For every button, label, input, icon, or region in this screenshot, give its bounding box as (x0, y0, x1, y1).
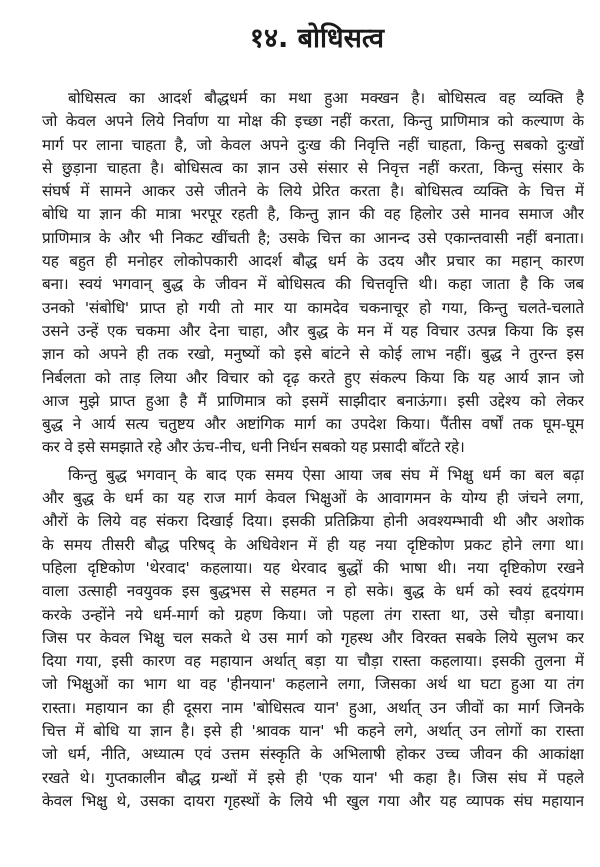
text-line: बना। स्वयं भगवान् बुद्ध के जीवन में बोधिसत्व की चित्तवृत्ति थी। कहा जाता है कि जब (42, 275, 584, 294)
text-line: से छुड़ाना चाहता है। बोधिसत्व का ज्ञान उसे संसार से निवृत्त नहीं करता, किन्तु संसार के (42, 158, 584, 177)
text-line: बोधिसत्व का आदर्श बौद्धधर्म का मथा हुआ मक्खन है। बोधिसत्व वह व्यक्ति है (68, 89, 584, 107)
paragraph-mahayana (42, 464, 584, 813)
text-line: प्राणिमात्र के और भी निकट खींचती है; उसके चित्त का आनन्द उसे एकान्तवासी नहीं बनाता। (42, 228, 584, 247)
text-line: रास्ता। महायान का ही दूसरा नाम 'बोधिसत्व यान' हुआ, अर्थात् उन जीवों का मार्ग जिनके (42, 698, 584, 717)
text-line: निर्बलता को ताड़ लिया और विचार को दृढ़ करते हुए संकल्प किया कि यह आर्य ज्ञान जो (42, 368, 584, 387)
text-line: मार्ग पर लाना चाहता है, जो केवल अपने दुःख की निवृत्ति नहीं चाहता, किन्तु सबको दुःखों (42, 135, 584, 154)
text-line: उसने उन्हें एक चकमा और देना चाहा, और बुद्ध के मन में यह विचार उत्पन्न किया कि इस (42, 321, 584, 340)
text-line: बोधि या ज्ञान की मात्रा भरपूर रहती है, किन्तु ज्ञान की वह हिलोर उसे मानव समाज और (42, 205, 584, 224)
text-line: उनको 'संबोधि' प्राप्त हो गयी तो मार या कामदेव चकनाचूर हो गया, किन्तु चलते-चलाते (42, 298, 584, 317)
text-line: और बुद्ध के धर्म का यह राज मार्ग केवल भिक्षुओं के आवागमन के योग्य ही जंचने लगा, (42, 489, 584, 508)
text-line: कर वे इसे समझाते रहे और ऊंच-नीच, धनी निर्धन सबको यह प्रसादी बाँटते रहे। (42, 438, 465, 457)
paragraph-bodhisattva-ideal (42, 87, 584, 460)
chapter-title: १४. बोधिसत्व (249, 23, 385, 54)
text-line: बुद्ध ने आर्य सत्य चतुष्टय और अष्टांगिक मार्ग का उपदेश किया। पैंतीस वर्षों तक घूम-घूम (42, 415, 584, 434)
text-line: जो भिक्षुओं का भाग था वह 'हीनयान' कहलाने लगा, जिसका अर्थ था घटा हुआ या तंग (42, 675, 584, 694)
text-line: करके उन्होंने नये धर्म-मार्ग को ग्रहण किया। जो पहला तंग रास्ता था, उसे चौड़ा बनाया। (42, 605, 584, 624)
text-line: केवल भिक्षु थे, उसका दायरा गृहस्थों के लिये भी खुल गया और यह व्यापक संघ महायान (42, 791, 584, 810)
text-line: जो धर्म, नीति, अध्यात्म एवं उत्तम संस्कृति के अभिलाषी होकर उच्च जीवन की आकांक्षा (42, 745, 584, 764)
text-line: के समय तीसरी बौद्ध परिषद् के अधिवेशन में ही यह नया दृष्टिकोण प्रकट होने लगा था। (42, 535, 584, 554)
text-line: किन्तु बुद्ध भगवान् के बाद एक समय ऐसा आया जब संघ में भिक्षु धर्म का बल बढ़ा (68, 465, 584, 484)
text-line: जिस पर केवल भिक्षु चल सकते थे उस मार्ग को गृहस्थ और विरक्त सबके लिये सुलभ कर (42, 628, 584, 647)
text-line: वाला उत्साही नवयुवक इस बुद्धभस से सहमत न हो सके। बुद्ध के धर्म को स्वयं हृदयंगम (42, 582, 584, 601)
text-line: यह बहुत ही मनोहर लोकोपकारी आदर्श बौद्ध धर्म के उदय और प्रचार का महान् कारण (42, 252, 584, 271)
text-line: संघर्ष में सामने आकर उसे जीतने के लिये प्रेरित करता है। बोधिसत्व व्यक्ति के चित्त में (42, 182, 584, 201)
text-line: पहिला दृष्टिकोण 'थेरवाद' कहलाया। यह थेरवाद बुद्धों की भाषा थी। नया दृष्टिकोण रखने (42, 558, 584, 577)
text-line: जो केवल अपने लिये निर्वाण या मोक्ष की इच्छा नहीं करता, किन्तु प्राणिमात्र को कल्याण के (42, 112, 584, 131)
text-line: रखते थे। गुप्तकालीन बौद्ध ग्रन्थों में इसे ही 'एक यान' भी कहा है। जिस संघ में पहले (42, 768, 584, 787)
text-line: आज मुझे प्राप्त हुआ है मैं प्राणिमात्र को इसमें साझीदार बनाऊंगा। इसी उद्देश्य को लेकर (42, 391, 584, 410)
text-line: ज्ञान को अपने ही तक रखो, मनुष्यों को इसे बांटने से कोई लाभ नहीं। बुद्ध ने तुरन्त इस (42, 345, 584, 364)
text-line: औरों के लिये वह संकरा दिखाई दिया। इसकी प्रतिक्रिया होनी अवश्यम्भावी थी और अशोक (42, 512, 584, 531)
text-line: चित्त में बोधि या ज्ञान है। इसे ही 'श्रावक यान' भी कहने लगे, अर्थात् उन लोगों का रास्ता (42, 722, 584, 741)
text-line: दिया गया, इसी कारण वह महायान अर्थात् बड़ा या चौड़ा रास्ता कहलाया। इसकी तुलना में (42, 652, 584, 671)
